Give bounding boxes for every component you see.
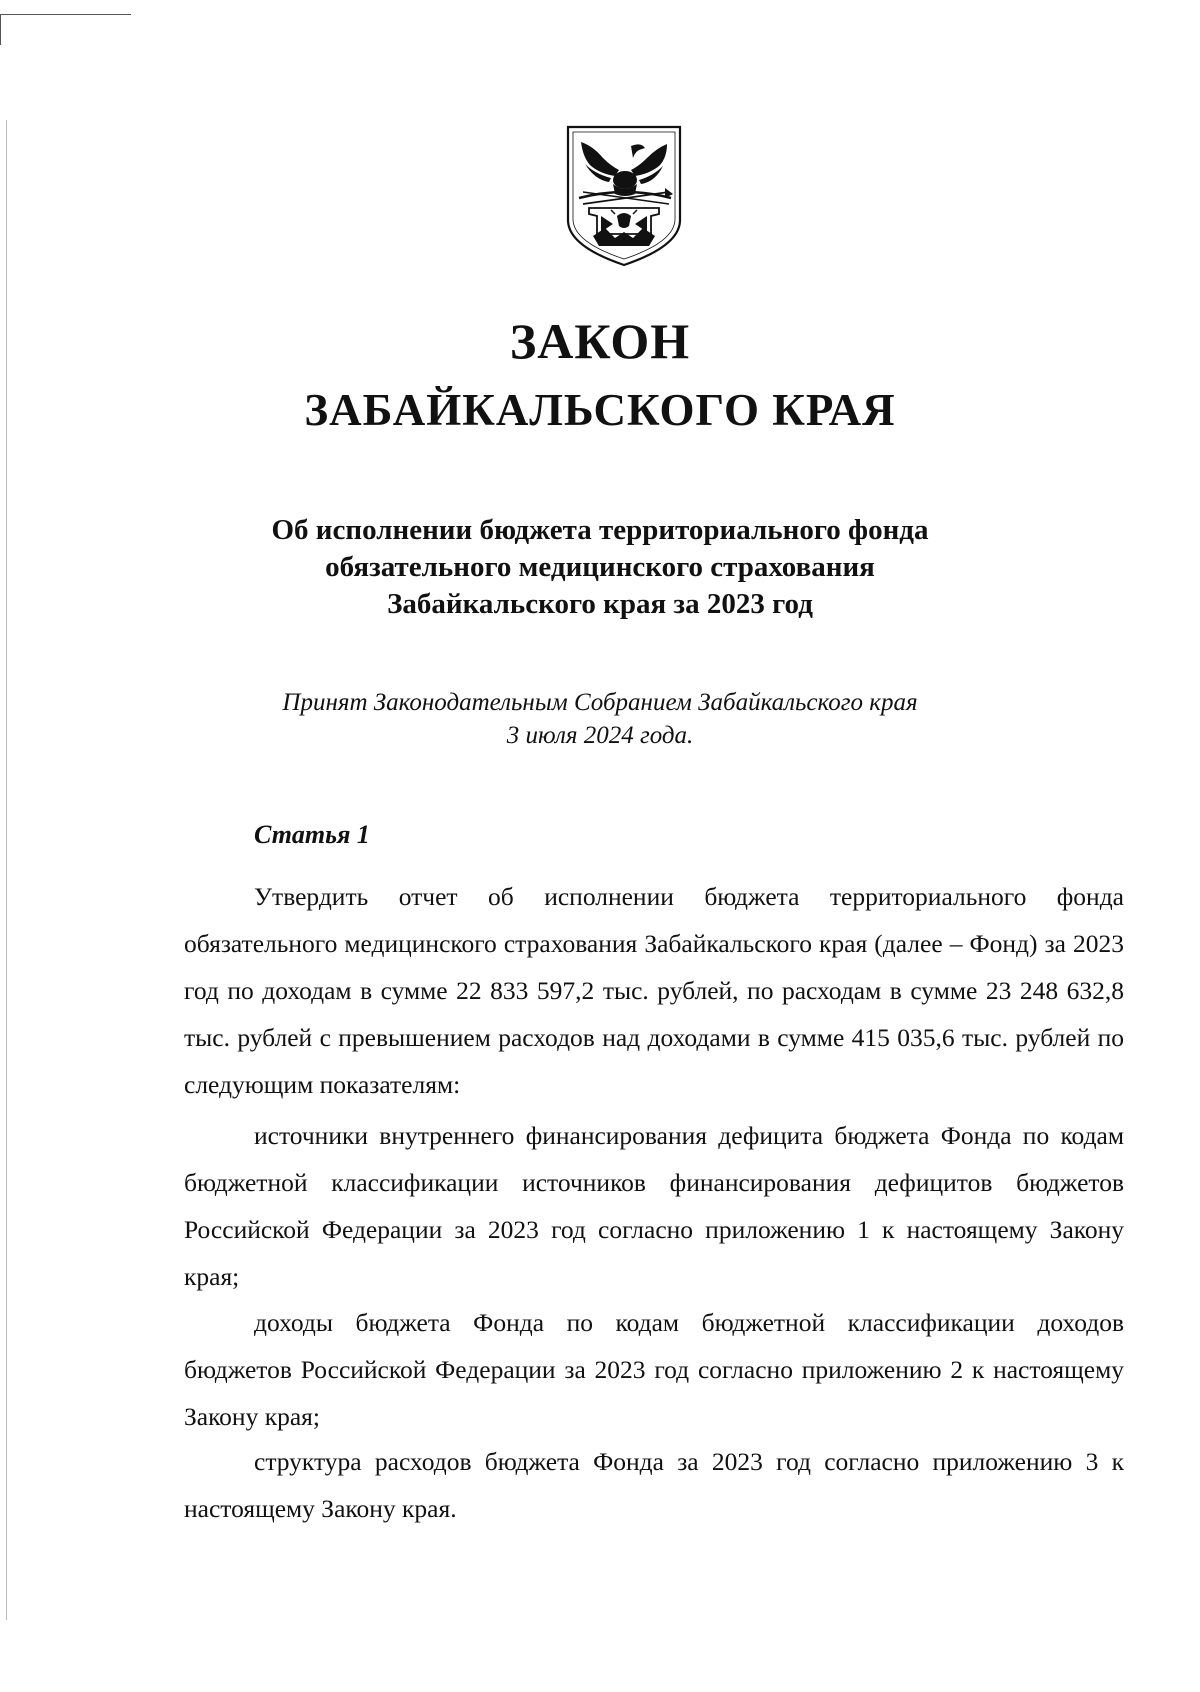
- article-heading: Статья 1: [254, 820, 370, 849]
- adoption-date: 3 июля 2024 года.: [506, 722, 694, 749]
- paragraph-text: источники внутреннего финансирования дефицита бюджета Фонда по кодам бюджетной классификации источников финансирования дефицитов бюджетов Российской Федерации за 2023 год согласно приложению 1 к настоящему Закону края;: [184, 1121, 1124, 1291]
- law-title-region: ЗАБАЙКАЛЬСКОГО КРАЯ: [304, 385, 896, 435]
- article-paragraph: [184, 873, 1124, 1108]
- coat-of-arms-icon: [565, 124, 683, 268]
- paragraph-text: Утвердить отчет об исполнении бюджета территориального фонда обязательного медицинского страхования Забайкальского края (далее – Фонд) за 2023 год по доходам в сумме 22 833 597,2 тыс. рублей, по расходам в сумме 23 248 632,8 тыс. рублей с превышением расходов над доходами в сумме 415 035,6 тыс. рублей по следующим показателям:: [184, 882, 1124, 1099]
- article-paragraph: [184, 1112, 1124, 1300]
- subtitle-line: Забайкальского края за 2023 год: [387, 588, 813, 620]
- law-subtitle: [200, 512, 1000, 623]
- article-paragraph: [184, 1299, 1124, 1440]
- law-title: ЗАКОН: [509, 313, 691, 369]
- adoption-note: [200, 686, 1000, 752]
- paragraph-text: доходы бюджета Фонда по кодам бюджетной классификации доходов бюджетов Российской Федерации за 2023 год согласно приложению 2 к настоящему Закону края;: [184, 1308, 1124, 1431]
- subtitle-line: обязательного медицинского страхования: [325, 551, 875, 583]
- subtitle-line: Об исполнении бюджета территориального фонда: [271, 514, 929, 546]
- paragraph-text: структура расходов бюджета Фонда за 2023 год согласно приложению 3 к настоящему Закону края.: [184, 1447, 1124, 1523]
- article-paragraph: [184, 1438, 1124, 1532]
- adoption-line: Принят Законодательным Собранием Забайкальского края: [282, 689, 918, 716]
